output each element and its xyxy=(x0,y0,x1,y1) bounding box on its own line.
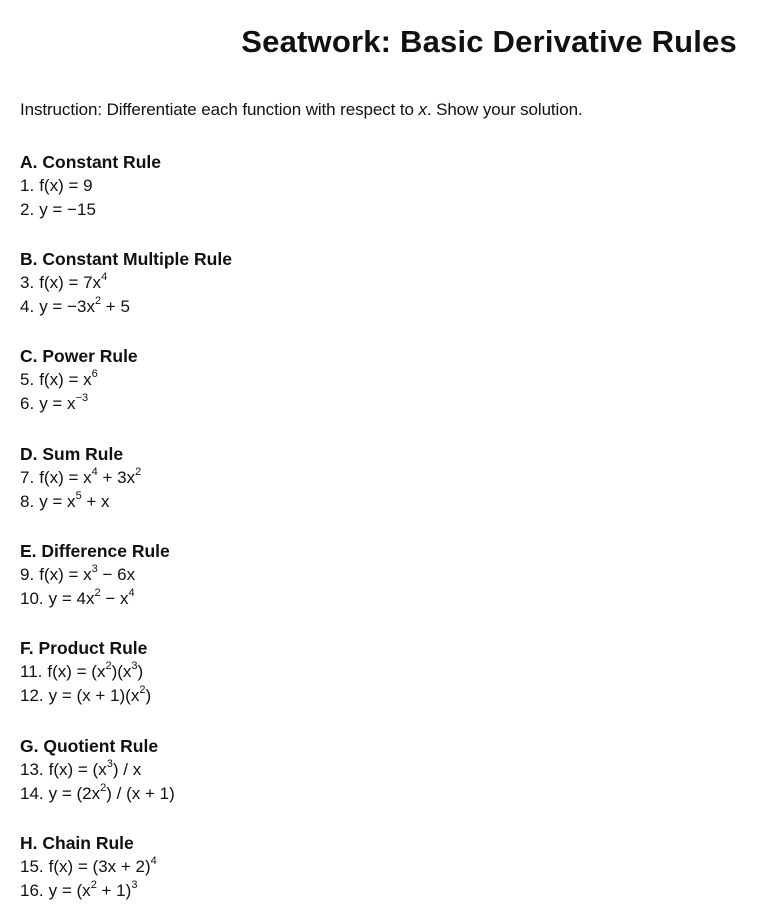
problem-item xyxy=(20,684,720,708)
section-power-rule xyxy=(20,344,720,416)
problem-item xyxy=(20,490,720,514)
problem-expression xyxy=(39,176,92,195)
exponent: 3 xyxy=(91,563,98,575)
expression-text: + x xyxy=(81,492,110,511)
expression-text: f(x) = (x xyxy=(48,760,107,779)
problem-expression xyxy=(39,200,96,219)
problem-number: 7. xyxy=(20,468,35,487)
problem-expression xyxy=(49,589,135,608)
expression-text: f(x) = 9 xyxy=(39,176,93,195)
problem-number: 1. xyxy=(20,176,35,195)
expression-text: − x xyxy=(100,589,129,608)
section-heading: E. Difference Rule xyxy=(20,541,170,561)
section-sum-rule xyxy=(20,442,720,514)
section-heading: A. Constant Rule xyxy=(20,152,161,172)
expression-text: f(x) = x xyxy=(39,565,92,584)
problem-expression xyxy=(49,686,151,705)
exponent: 6 xyxy=(91,368,98,380)
instruction-variable: x xyxy=(418,100,427,119)
exponent: 4 xyxy=(128,587,135,599)
exponent: 4 xyxy=(101,271,108,283)
problem-number: 2. xyxy=(20,200,35,219)
section-heading: C. Power Rule xyxy=(20,346,138,366)
expression-text: )(x xyxy=(111,662,132,681)
exponent: 3 xyxy=(131,660,138,672)
section-heading: B. Constant Multiple Rule xyxy=(20,249,232,269)
problem-item xyxy=(20,174,720,198)
section-chain-rule xyxy=(20,831,720,903)
section-heading: G. Quotient Rule xyxy=(20,736,159,756)
expression-text: ) / x xyxy=(112,760,142,779)
problem-expression xyxy=(39,370,98,389)
exponent: 2 xyxy=(139,684,146,696)
expression-text: − 6x xyxy=(97,565,136,584)
exponent: 2 xyxy=(100,782,107,794)
section-constant-multiple-rule xyxy=(20,247,720,319)
page-title: Seatwork: Basic Derivative Rules xyxy=(241,24,737,59)
problem-number: 10. xyxy=(20,589,44,608)
problem-number: 3. xyxy=(20,273,35,292)
section-heading: D. Sum Rule xyxy=(20,444,124,464)
problem-expression xyxy=(49,881,138,900)
problem-expression xyxy=(49,857,157,876)
problem-number: 15. xyxy=(20,857,44,876)
problem-number: 6. xyxy=(20,394,35,413)
exponent: 2 xyxy=(90,879,97,891)
instruction-lead: Instruction: Differentiate each function with respect to xyxy=(20,100,419,119)
problem-expression xyxy=(49,760,142,779)
problem-item xyxy=(20,879,720,903)
expression-text: f(x) = (3x + 2) xyxy=(48,857,151,876)
expression-text: ) xyxy=(137,662,144,681)
expression-text: + 5 xyxy=(101,297,130,316)
exponent: 3 xyxy=(106,758,113,770)
problem-expression xyxy=(39,394,88,413)
expression-text: f(x) = 7x xyxy=(39,273,102,292)
section-difference-rule xyxy=(20,539,720,611)
problem-number: 4. xyxy=(20,297,35,316)
expression-text: y = x xyxy=(39,394,76,413)
problem-item xyxy=(20,295,720,319)
section-constant-rule xyxy=(20,150,720,222)
problem-item xyxy=(20,782,720,806)
problem-expression xyxy=(49,784,175,803)
expression-text: y = (2x xyxy=(48,784,101,803)
problem-item xyxy=(20,587,720,611)
problem-item xyxy=(20,198,720,222)
exponent: 5 xyxy=(75,490,82,502)
exponent: −3 xyxy=(75,392,89,404)
problem-item xyxy=(20,271,720,295)
problem-expression xyxy=(39,565,135,584)
problem-item xyxy=(20,758,720,782)
expression-text: y = x xyxy=(39,492,76,511)
problem-expression xyxy=(47,662,143,681)
exponent: 2 xyxy=(135,466,142,478)
exponent: 4 xyxy=(91,466,98,478)
problem-number: 11. xyxy=(20,662,43,681)
problem-item xyxy=(20,392,720,416)
exponent: 2 xyxy=(105,660,112,672)
expression-text: y = 4x xyxy=(48,589,95,608)
expression-text: y = −3x xyxy=(39,297,95,316)
expression-text: y = (x + 1)(x xyxy=(48,686,140,705)
problem-item xyxy=(20,368,720,392)
expression-text: + 1) xyxy=(96,881,132,900)
problem-item xyxy=(20,660,720,684)
exponent: 2 xyxy=(94,587,101,599)
exponent: 4 xyxy=(150,855,157,867)
problem-number: 14. xyxy=(20,784,44,803)
exponent: 2 xyxy=(94,295,102,307)
expression-text: f(x) = x xyxy=(39,468,92,487)
problem-expression xyxy=(39,492,109,511)
section-heading: F. Product Rule xyxy=(20,638,148,658)
expression-text: ) xyxy=(145,686,152,705)
expression-text: y = (x xyxy=(48,881,91,900)
expression-text: ) / (x + 1) xyxy=(106,784,175,803)
instruction-text xyxy=(20,100,583,120)
problem-number: 13. xyxy=(20,760,44,779)
problem-expression xyxy=(39,273,107,292)
problem-number: 9. xyxy=(20,565,35,584)
problem-number: 12. xyxy=(20,686,44,705)
section-heading: H. Chain Rule xyxy=(20,833,134,853)
problem-expression xyxy=(39,468,141,487)
problem-number: 16. xyxy=(20,881,44,900)
expression-text: y = −15 xyxy=(39,200,96,219)
problem-item xyxy=(20,563,720,587)
problem-item xyxy=(20,855,720,879)
problem-number: 5. xyxy=(20,370,35,389)
expression-text: f(x) = (x xyxy=(47,662,106,681)
problem-number: 8. xyxy=(20,492,35,511)
expression-text: f(x) = x xyxy=(39,370,92,389)
exponent: 3 xyxy=(131,879,138,891)
problem-expression xyxy=(39,297,130,316)
section-quotient-rule xyxy=(20,734,720,806)
expression-text: + 3x xyxy=(97,468,136,487)
problem-item xyxy=(20,466,720,490)
instruction-tail: . Show your solution. xyxy=(426,100,583,119)
section-product-rule xyxy=(20,636,720,708)
